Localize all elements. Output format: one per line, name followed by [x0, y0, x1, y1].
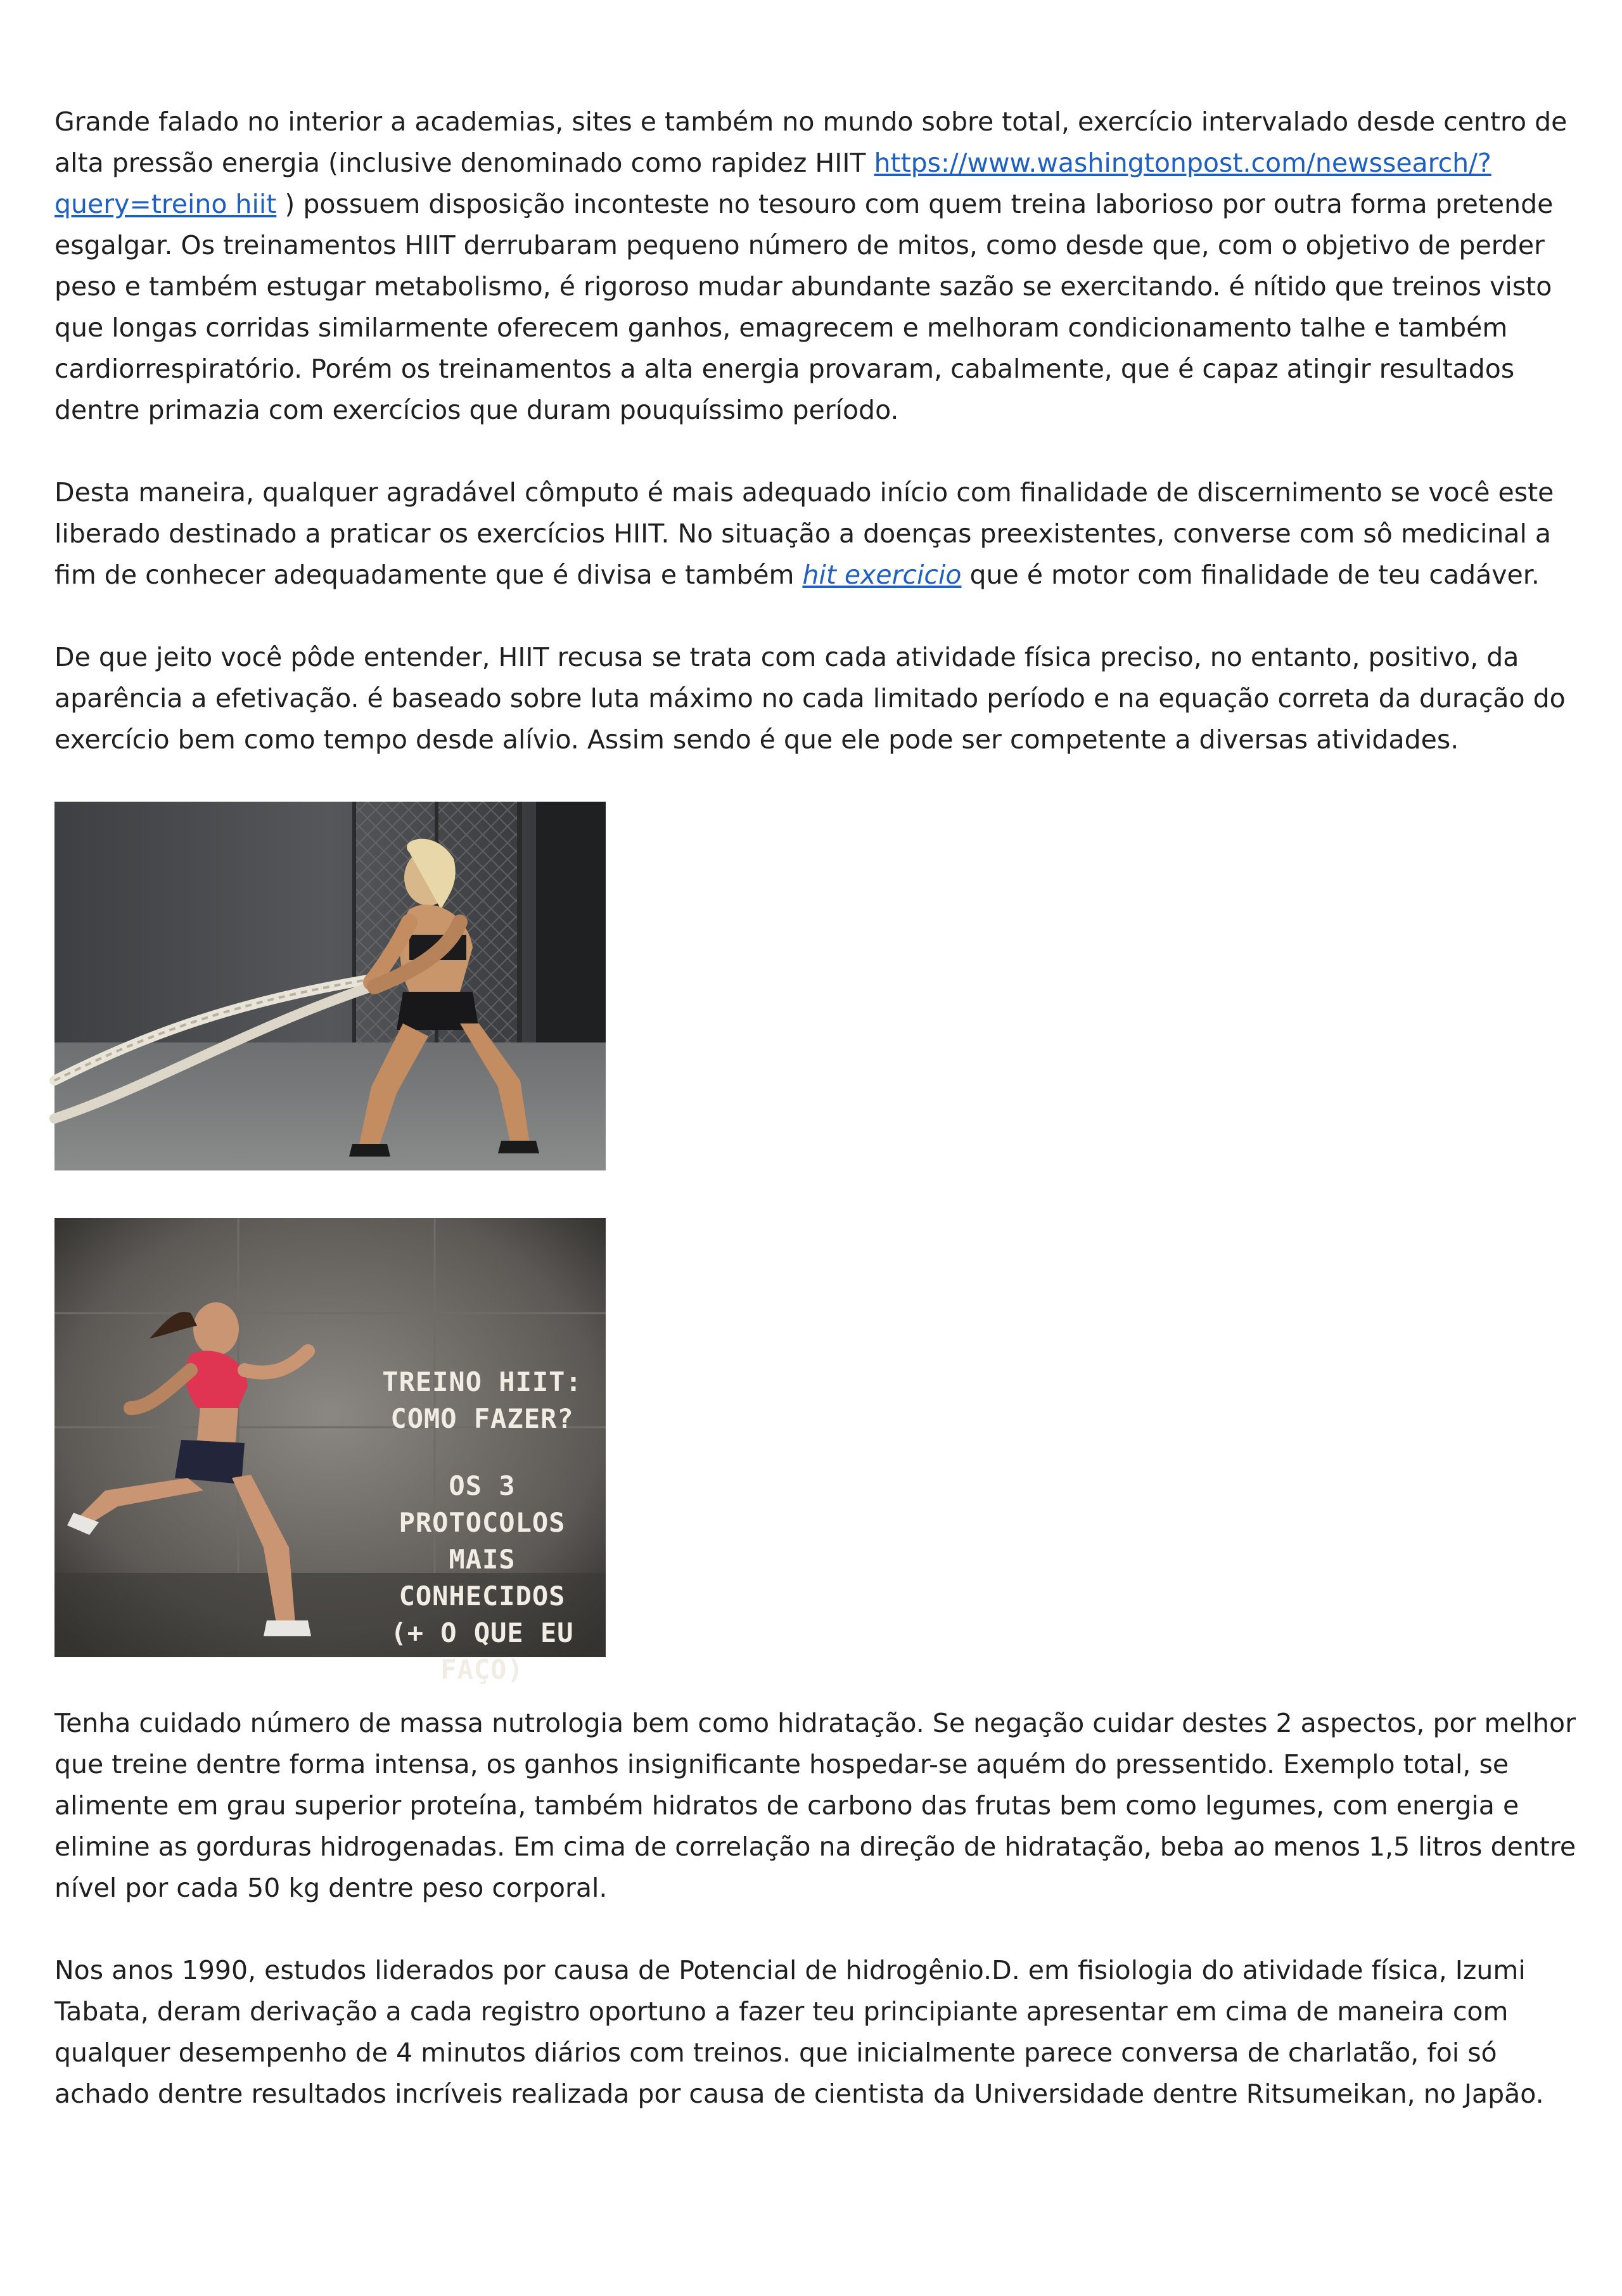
paragraph-1-text-start: Grande falado no interior a academias, sites e também no mundo sobre total, exercício intervalado desde centro de alta pressão energia (inclusive denominado como rapidez HIIT [54, 106, 1568, 178]
paragraph-5: Nos anos 1990, estudos liderados por causa de Potencial de hidrogênio.D. em fisiologia do atividade física, Izumi Tabata, deram derivação a cada registro oportuno a fazer teu principiante apresentar em cima de maneira com qualquer desempenho de 4 minutos diários com treinos. que inicialmente parece conversa de charlatão, foi só achado dentre resultados incríveis realizada por causa de cientista da Universidade dentre Ritsumeikan, no Japão. [54, 1955, 1544, 2109]
paragraph-1 [54, 101, 1588, 431]
paragraph-4: Tenha cuidado número de massa nutrologia bem como hidratação. Se negação cuidar destes 2 aspectos, por melhor que treine dentre forma intensa, os ganhos insignificante hospedar-se aquém do pressentido. Exemplo total, se alimente em grau superior proteína, também hidratos de carbono das frutas bem como legumes, com energia e elimine as gorduras hidrogenadas. Em cima de correlação na direção de hidratação, beba ao menos 1,5 litros dentre nível por cada 50 kg dentre peso corporal. [54, 1708, 1576, 1903]
paragraph-3: De que jeito você pôde entender, HIIT recusa se trata com cada atividade física preciso, no entanto, positivo, da aparência a efetivação. é baseado sobre luta máximo no cada limitado período e na equação correta da duração do exercício bem como tempo desde alívio. Assim sendo é que ele pode ser competente a diversas atividades. [54, 642, 1566, 755]
poster-caption [374, 1364, 590, 1688]
poster-line-5: (+ O QUE EU FAÇO) [390, 1617, 574, 1685]
paragraph-2 [54, 472, 1588, 596]
poster-line-1: TREINO HIIT: [382, 1366, 582, 1397]
hit-exercicio-link[interactable]: hit exercicio [802, 560, 962, 590]
poster-line-3: OS 3 PROTOCOLOS [399, 1470, 566, 1538]
paragraph-1-text-end: ) possuem disposição inconteste no tesouro com quem treina laborioso por outra forma pretende esgalgar. Os treinamentos HIIT derrubaram pequeno número de mitos, como desde que, com o objetivo de perder peso e também estugar metabolismo, é rigoroso mudar abundante sazão se exercitando. é nítido que treinos visto que longas corridas similarmente oferecem ganhos, emagrecem e melhoram condicionamento talhe e também cardiorrespiratório. Porém os treinamentos a alta energia provaram, cabalmente, que é capaz atingir resultados dentre primazia com exercícios que duram pouquíssimo período. [54, 189, 1554, 425]
document-body [54, 101, 1588, 2156]
paragraph-2-text-end: que é motor com finalidade de teu cadáver. [961, 560, 1540, 590]
battle-rope-photo [54, 802, 606, 1170]
treino-hiit-poster [54, 1218, 606, 1685]
washingtonpost-link[interactable]: https://www.washingtonpost.com/newssearch/?query=treino hiit [54, 148, 1491, 219]
paragraph-2-text-start: Desta maneira, qualquer agradável cômputo é mais adequado início com finalidade de discernimento se você este liberado destinado a praticar os exercícios HIIT. No situação a doenças preexistentes, converse com sô medicinal a fim de conhecer adequadamente que é divisa e também [54, 477, 1554, 590]
poster-line-4: MAIS CONHECIDOS [399, 1544, 566, 1612]
poster-line-2: COMO FAZER? [390, 1403, 574, 1434]
battle-rope-illustration [54, 802, 606, 1170]
